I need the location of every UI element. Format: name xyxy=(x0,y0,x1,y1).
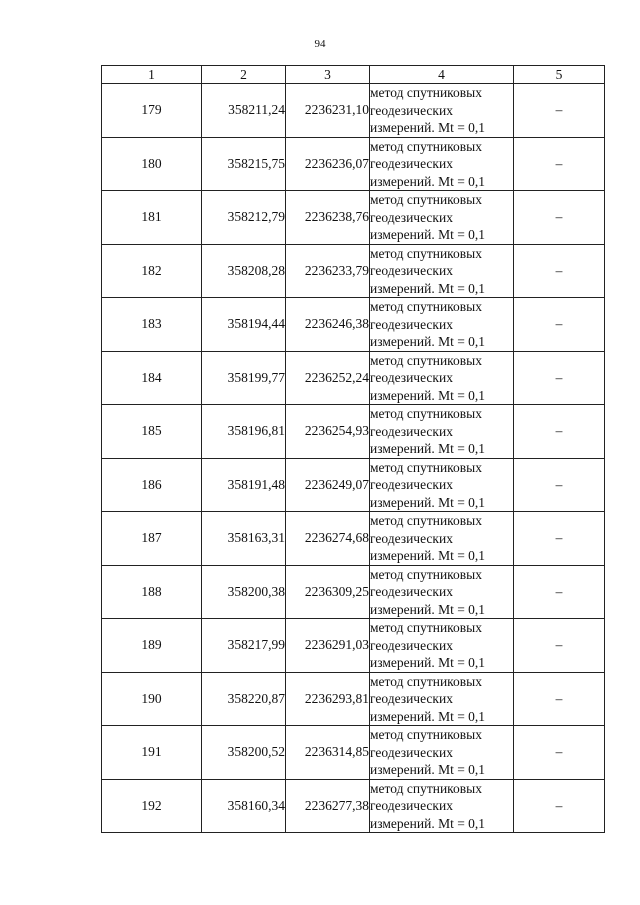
point-number: 185 xyxy=(102,405,202,459)
column-header-3: 3 xyxy=(286,66,370,84)
point-number: 188 xyxy=(102,565,202,619)
coordinate-y: 2236314,85 xyxy=(286,726,370,780)
method-line-2: геодезических xyxy=(370,156,453,171)
point-number: 183 xyxy=(102,298,202,352)
method-line-2: геодезических xyxy=(370,370,453,385)
method-line-2: геодезических xyxy=(370,744,453,760)
table-row xyxy=(102,298,605,352)
coordinate-y: 2236309,25 xyxy=(286,565,370,619)
column-5-value: – xyxy=(514,298,605,352)
column-5-value: – xyxy=(514,137,605,191)
method-line-2: геодезических xyxy=(370,530,453,546)
table-row xyxy=(102,619,605,673)
method-line-1: метод спутниковых xyxy=(370,352,482,368)
table-row xyxy=(102,351,605,405)
method-line-1: метод спутниковых xyxy=(370,85,482,100)
coordinate-y: 2236246,38 xyxy=(286,298,370,352)
coordinate-x: 358215,75 xyxy=(202,137,286,191)
point-number: 181 xyxy=(102,191,202,245)
method-line-1: метод спутниковых xyxy=(370,406,482,421)
coordinate-y: 2236238,76 xyxy=(286,191,370,245)
coordinate-x: 358208,28 xyxy=(202,244,286,298)
method-line-1: метод спутниковых xyxy=(370,459,482,475)
table-row xyxy=(102,458,605,512)
method-line-2: геодезических xyxy=(370,637,453,653)
table-row xyxy=(102,244,605,298)
method-line-3: измерений. Mt = 0,1 xyxy=(370,334,486,349)
table-header-row xyxy=(102,66,605,84)
method-line-1: метод спутниковых xyxy=(370,620,482,635)
measurement-method xyxy=(370,405,514,459)
coordinate-x: 358200,52 xyxy=(202,726,286,780)
method-line-3: измерений. Mt = 0,1 xyxy=(370,441,486,456)
method-line-1: метод спутниковых xyxy=(370,566,482,582)
column-5-value: – xyxy=(514,351,605,405)
method-line-2: геодезических xyxy=(370,102,453,118)
method-line-2: геодезических xyxy=(370,477,453,492)
coordinate-y: 2236252,24 xyxy=(286,351,370,405)
point-number: 179 xyxy=(102,84,202,138)
column-5-value: – xyxy=(514,512,605,566)
point-number: 184 xyxy=(102,351,202,405)
measurement-method xyxy=(370,512,514,566)
column-5-value: – xyxy=(514,191,605,245)
coordinate-x: 358191,48 xyxy=(202,458,286,512)
coordinate-x: 358196,81 xyxy=(202,405,286,459)
coordinate-x: 358220,87 xyxy=(202,672,286,726)
table-row xyxy=(102,672,605,726)
measurement-method xyxy=(370,191,514,245)
point-number: 190 xyxy=(102,672,202,726)
coordinate-y: 2236231,10 xyxy=(286,84,370,138)
method-line-3: измерений. Mt = 0,1 xyxy=(370,815,486,831)
column-header-2: 2 xyxy=(202,66,286,84)
column-5-value: – xyxy=(514,84,605,138)
measurement-method xyxy=(370,351,514,405)
point-number: 180 xyxy=(102,137,202,191)
method-line-1: метод спутниковых xyxy=(370,780,482,796)
measurement-method xyxy=(370,779,514,833)
coordinate-x: 358211,24 xyxy=(202,84,286,138)
method-line-1: метод спутниковых xyxy=(370,727,482,742)
method-line-2: геодезических xyxy=(370,584,453,599)
method-line-3: измерений. Mt = 0,1 xyxy=(370,280,486,296)
method-line-2: геодезических xyxy=(370,209,453,225)
method-line-3: измерений. Mt = 0,1 xyxy=(370,227,486,242)
measurement-method xyxy=(370,137,514,191)
method-line-3: измерений. Mt = 0,1 xyxy=(370,548,486,563)
measurement-method xyxy=(370,726,514,780)
point-number: 182 xyxy=(102,244,202,298)
column-header-4: 4 xyxy=(370,66,514,84)
method-line-3: измерений. Mt = 0,1 xyxy=(370,173,486,189)
table-row xyxy=(102,565,605,619)
coordinates-table xyxy=(101,65,605,833)
coordinate-y: 2236254,93 xyxy=(286,405,370,459)
method-line-3: измерений. Mt = 0,1 xyxy=(370,120,486,135)
table-row xyxy=(102,405,605,459)
point-number: 191 xyxy=(102,726,202,780)
coordinate-y: 2236293,81 xyxy=(286,672,370,726)
coordinate-y: 2236274,68 xyxy=(286,512,370,566)
method-line-1: метод спутниковых xyxy=(370,138,482,154)
table-row xyxy=(102,726,605,780)
coordinate-y: 2236277,38 xyxy=(286,779,370,833)
method-line-3: измерений. Mt = 0,1 xyxy=(370,387,486,403)
coordinate-x: 358160,34 xyxy=(202,779,286,833)
method-line-3: измерений. Mt = 0,1 xyxy=(370,601,486,617)
column-5-value: – xyxy=(514,726,605,780)
measurement-method xyxy=(370,672,514,726)
method-line-3: измерений. Mt = 0,1 xyxy=(370,494,486,510)
coordinate-x: 358217,99 xyxy=(202,619,286,673)
method-line-1: метод спутниковых xyxy=(370,513,482,528)
column-5-value: – xyxy=(514,405,605,459)
column-5-value: – xyxy=(514,779,605,833)
measurement-method xyxy=(370,619,514,673)
coordinate-x: 358163,31 xyxy=(202,512,286,566)
column-5-value: – xyxy=(514,244,605,298)
coordinate-y: 2236233,79 xyxy=(286,244,370,298)
method-line-1: метод спутниковых xyxy=(370,673,482,689)
coordinate-x: 358199,77 xyxy=(202,351,286,405)
column-header-1: 1 xyxy=(102,66,202,84)
point-number: 187 xyxy=(102,512,202,566)
method-line-2: геодезических xyxy=(370,691,453,706)
measurement-method xyxy=(370,565,514,619)
column-5-value: – xyxy=(514,458,605,512)
coordinate-y: 2236291,03 xyxy=(286,619,370,673)
method-line-1: метод спутниковых xyxy=(370,192,482,207)
measurement-method xyxy=(370,458,514,512)
table-row xyxy=(102,512,605,566)
method-line-3: измерений. Mt = 0,1 xyxy=(370,762,486,777)
table-row xyxy=(102,84,605,138)
coordinate-x: 358200,38 xyxy=(202,565,286,619)
table-row xyxy=(102,191,605,245)
column-5-value: – xyxy=(514,672,605,726)
point-number: 186 xyxy=(102,458,202,512)
coordinate-x: 358212,79 xyxy=(202,191,286,245)
measurement-method xyxy=(370,84,514,138)
coordinate-y: 2236249,07 xyxy=(286,458,370,512)
table-row xyxy=(102,779,605,833)
measurement-method xyxy=(370,244,514,298)
coordinate-y: 2236236,07 xyxy=(286,137,370,191)
column-5-value: – xyxy=(514,565,605,619)
point-number: 192 xyxy=(102,779,202,833)
method-line-3: измерений. Mt = 0,1 xyxy=(370,655,486,670)
page-number: 94 xyxy=(314,38,326,50)
method-line-1: метод спутниковых xyxy=(370,245,482,261)
column-5-value: – xyxy=(514,619,605,673)
method-line-2: геодезических xyxy=(370,423,453,439)
column-header-5: 5 xyxy=(514,66,605,84)
method-line-2: геодезических xyxy=(370,798,453,813)
coordinate-x: 358194,44 xyxy=(202,298,286,352)
point-number: 189 xyxy=(102,619,202,673)
method-line-1: метод спутниковых xyxy=(370,299,482,314)
method-line-2: геодезических xyxy=(370,316,453,332)
method-line-3: измерений. Mt = 0,1 xyxy=(370,708,486,724)
method-line-2: геодезических xyxy=(370,263,453,278)
measurement-method xyxy=(370,298,514,352)
table-row xyxy=(102,137,605,191)
